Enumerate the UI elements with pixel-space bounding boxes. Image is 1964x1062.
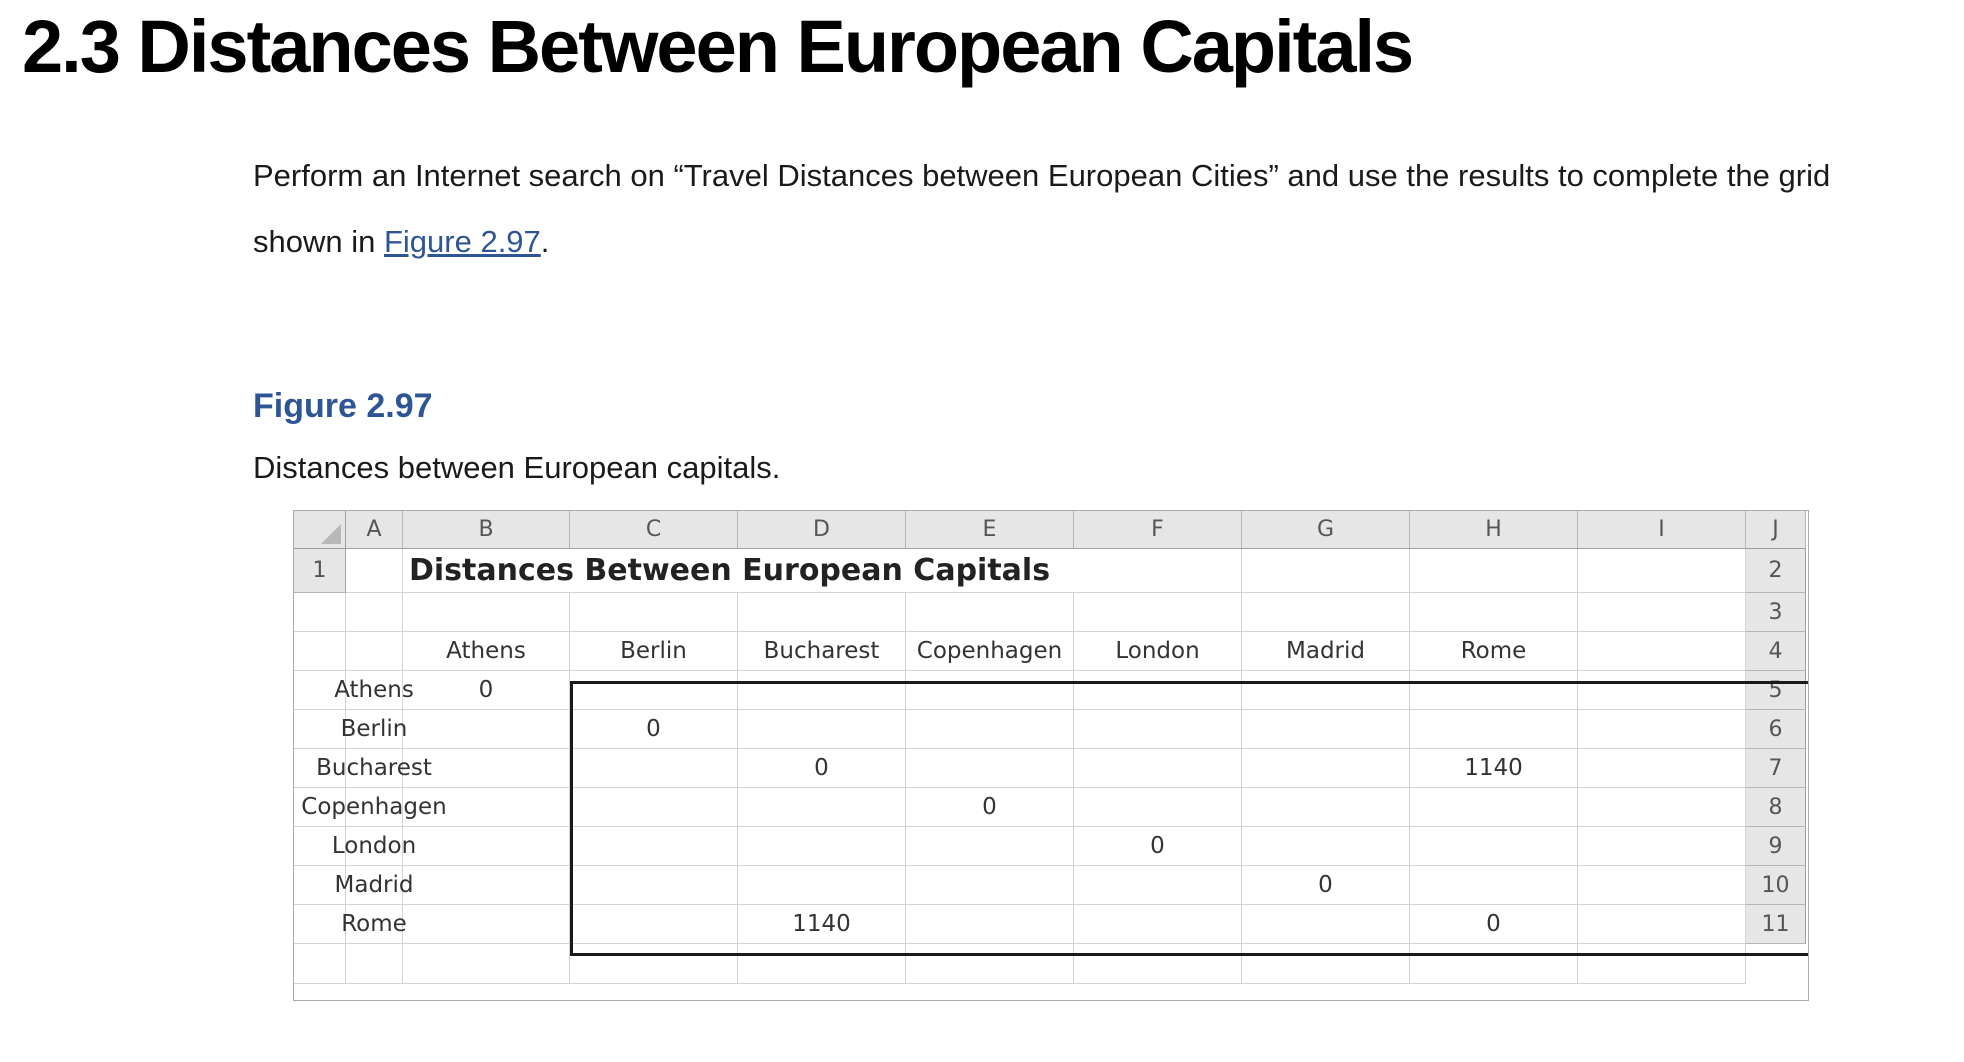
distance-cell[interactable] <box>403 827 570 866</box>
city-column-label[interactable]: Bucharest <box>738 632 906 671</box>
cell[interactable] <box>1074 593 1242 632</box>
distance-cell[interactable] <box>403 788 570 827</box>
distance-cell[interactable] <box>906 671 1074 710</box>
cell[interactable] <box>1578 788 1746 827</box>
cell[interactable] <box>403 593 570 632</box>
cell[interactable] <box>403 944 570 984</box>
column-header-f[interactable]: F <box>1074 511 1242 549</box>
cell[interactable] <box>1242 593 1410 632</box>
row-header[interactable]: 4 <box>1746 632 1806 671</box>
distance-cell[interactable]: 1140 <box>738 905 906 944</box>
distance-cell[interactable]: 0 <box>570 710 738 749</box>
cell[interactable] <box>346 944 403 984</box>
distance-cell[interactable] <box>906 866 1074 905</box>
distance-cell[interactable] <box>1410 710 1578 749</box>
row-header[interactable]: 1 <box>294 549 346 593</box>
distance-cell[interactable] <box>1410 671 1578 710</box>
distance-cell[interactable] <box>570 749 738 788</box>
column-header-i[interactable]: I <box>1578 511 1746 549</box>
spreadsheet-image <box>293 510 1809 1001</box>
distance-cell[interactable]: 0 <box>1410 905 1578 944</box>
cell[interactable] <box>570 944 738 984</box>
distance-cell[interactable] <box>570 827 738 866</box>
distance-cell[interactable] <box>1074 788 1242 827</box>
distance-cell[interactable] <box>1410 827 1578 866</box>
column-header-h[interactable]: H <box>1410 511 1578 549</box>
cell[interactable] <box>346 632 403 671</box>
distance-cell[interactable] <box>906 827 1074 866</box>
cell[interactable] <box>294 632 346 671</box>
column-header-b[interactable]: B <box>403 511 570 549</box>
distance-cell[interactable] <box>1242 749 1410 788</box>
distance-cell[interactable] <box>1074 866 1242 905</box>
city-row-label[interactable]: Berlin <box>346 710 403 749</box>
column-header-j[interactable]: J <box>1746 511 1806 549</box>
cell[interactable] <box>1578 671 1746 710</box>
distance-cell[interactable] <box>1074 749 1242 788</box>
city-row-label[interactable]: Madrid <box>346 866 403 905</box>
intro-text-end: . <box>540 224 550 259</box>
column-header-e[interactable]: E <box>906 511 1074 549</box>
cell[interactable] <box>906 593 1074 632</box>
spreadsheet-grid <box>294 511 1806 984</box>
cell[interactable] <box>738 944 906 984</box>
row-header[interactable]: 6 <box>1746 710 1806 749</box>
column-header-d[interactable]: D <box>738 511 906 549</box>
city-column-label[interactable]: Athens <box>403 632 570 671</box>
distance-cell[interactable] <box>738 671 906 710</box>
figure-caption: Distances between European capitals. <box>253 450 781 485</box>
cell[interactable] <box>1578 632 1746 671</box>
distance-cell[interactable] <box>906 905 1074 944</box>
intro-paragraph <box>253 143 1873 275</box>
city-column-label[interactable]: Rome <box>1410 632 1578 671</box>
select-all-triangle-icon <box>321 524 341 544</box>
figure-label: Figure 2.97 <box>253 387 433 425</box>
row-header[interactable]: 3 <box>1746 593 1806 632</box>
cell[interactable] <box>1242 944 1410 984</box>
distance-cell[interactable] <box>906 710 1074 749</box>
distance-cell[interactable] <box>738 788 906 827</box>
row-header[interactable]: 10 <box>1746 866 1806 905</box>
cell[interactable] <box>1578 593 1746 632</box>
distance-cell[interactable]: 0 <box>738 749 906 788</box>
cell[interactable] <box>1578 866 1746 905</box>
city-row-label[interactable]: Rome <box>346 905 403 944</box>
row-header[interactable]: 2 <box>1746 549 1806 593</box>
column-header-g[interactable]: G <box>1242 511 1410 549</box>
city-row-label[interactable]: Athens <box>346 671 403 710</box>
cell[interactable] <box>1578 749 1746 788</box>
distance-cell[interactable] <box>906 749 1074 788</box>
figure-link[interactable]: Figure 2.97 <box>383 224 541 259</box>
cell[interactable] <box>570 593 738 632</box>
distance-cell[interactable] <box>403 905 570 944</box>
city-column-label[interactable]: Madrid <box>1242 632 1410 671</box>
city-row-label[interactable]: Copenhagen <box>346 788 403 827</box>
city-row-label[interactable]: Bucharest <box>346 749 403 788</box>
cell[interactable] <box>1578 905 1746 944</box>
distance-cell[interactable]: 0 <box>1242 866 1410 905</box>
cell[interactable] <box>1410 549 1578 593</box>
distance-cell[interactable] <box>1242 671 1410 710</box>
city-row-label[interactable]: London <box>346 827 403 866</box>
cell[interactable] <box>294 944 346 984</box>
distance-cell[interactable] <box>1074 710 1242 749</box>
intro-text: Perform an Internet search on “Travel Distances between European Cities” and use the results to complete the grid shown in <box>253 158 1831 259</box>
column-header-a[interactable]: A <box>346 511 403 549</box>
cell[interactable] <box>1410 944 1578 984</box>
distance-cell[interactable]: 0 <box>1074 827 1242 866</box>
row-header[interactable]: 5 <box>1746 671 1806 710</box>
cell[interactable] <box>294 710 346 749</box>
distance-cell[interactable] <box>1410 866 1578 905</box>
cell[interactable] <box>294 593 346 632</box>
city-column-label[interactable]: Copenhagen <box>906 632 1074 671</box>
sheet-title-cell[interactable]: Distances Between European Capitals <box>403 549 1074 593</box>
cell[interactable] <box>1410 593 1578 632</box>
page-title: 2.3 Distances Between European Capitals <box>22 5 1413 88</box>
distance-cell[interactable] <box>738 827 906 866</box>
distance-cell[interactable]: 1140 <box>1410 749 1578 788</box>
distance-cell[interactable] <box>570 788 738 827</box>
distance-cell[interactable] <box>403 866 570 905</box>
cell[interactable] <box>906 944 1074 984</box>
distance-cell[interactable] <box>403 749 570 788</box>
cell[interactable] <box>1578 944 1746 984</box>
distance-cell[interactable] <box>1242 788 1410 827</box>
row-header[interactable]: 11 <box>1746 905 1806 944</box>
select-all-corner[interactable] <box>294 511 346 549</box>
distance-cell[interactable] <box>570 905 738 944</box>
cell[interactable] <box>1578 710 1746 749</box>
cell[interactable] <box>1578 549 1746 593</box>
column-header-c[interactable]: C <box>570 511 738 549</box>
cell[interactable] <box>1242 549 1410 593</box>
row-header[interactable]: 8 <box>1746 788 1806 827</box>
row-header[interactable]: 7 <box>1746 749 1806 788</box>
cell[interactable] <box>294 905 346 944</box>
distance-cell[interactable] <box>738 710 906 749</box>
distance-cell[interactable]: 0 <box>403 671 570 710</box>
distance-cell[interactable] <box>1074 671 1242 710</box>
distance-cell[interactable] <box>738 866 906 905</box>
cell[interactable] <box>1074 549 1242 593</box>
distance-cell[interactable] <box>1242 710 1410 749</box>
city-column-label[interactable]: Berlin <box>570 632 738 671</box>
distance-cell[interactable]: 0 <box>906 788 1074 827</box>
distance-cell[interactable] <box>1074 905 1242 944</box>
distance-cell[interactable] <box>403 710 570 749</box>
city-column-label[interactable]: London <box>1074 632 1242 671</box>
distance-cell[interactable] <box>570 866 738 905</box>
distance-cell[interactable] <box>1242 827 1410 866</box>
cell[interactable] <box>1578 827 1746 866</box>
distance-cell[interactable] <box>570 671 738 710</box>
cell[interactable] <box>1074 944 1242 984</box>
distance-cell[interactable] <box>1242 905 1410 944</box>
cell[interactable] <box>346 593 403 632</box>
distance-cell[interactable] <box>1410 788 1578 827</box>
cell[interactable] <box>346 549 403 593</box>
row-header[interactable]: 9 <box>1746 827 1806 866</box>
cell[interactable] <box>738 593 906 632</box>
